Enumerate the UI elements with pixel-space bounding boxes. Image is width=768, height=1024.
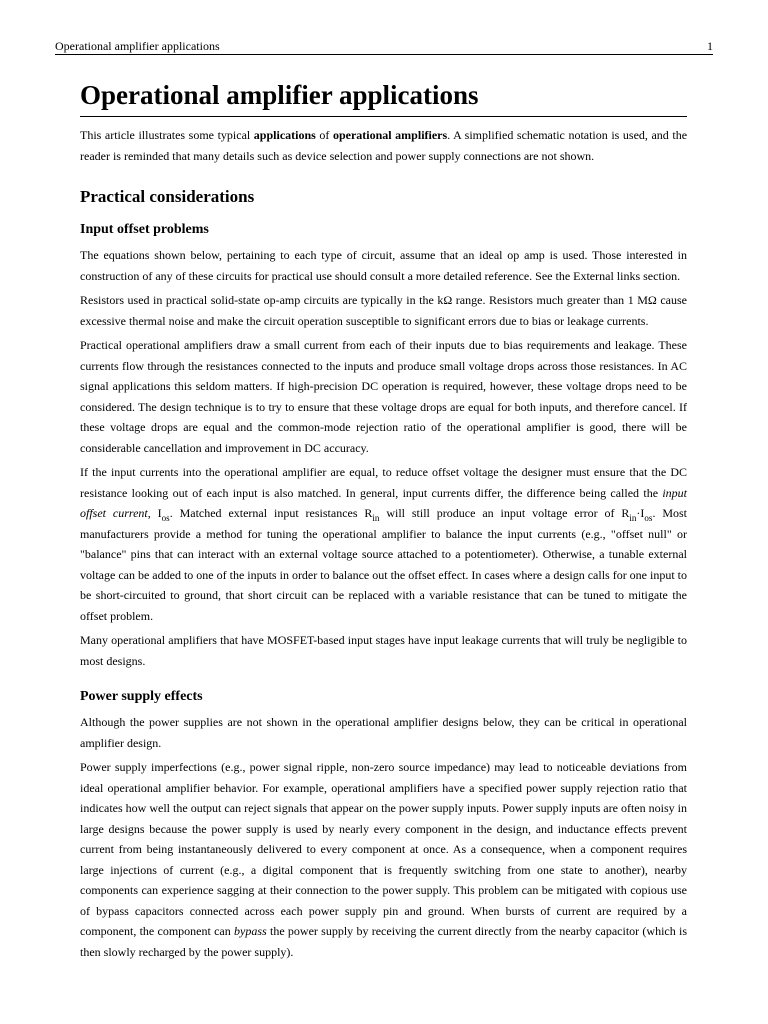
subscript-os: os	[161, 513, 170, 523]
intro-text-1: This article illustrates some typical	[80, 128, 254, 142]
input-offset-paragraph-5: Many operational amplifiers that have MOSFET-based input stages have input leakage currents that will truly be negligible to most designs.	[80, 633, 687, 668]
p4-text-3: . Matched external input resistances R	[169, 506, 373, 520]
running-header-title: Operational amplifier applications	[55, 39, 220, 53]
intro-text-2: of	[315, 128, 333, 142]
power-supply-paragraph-1: Although the power supplies are not shown in the operational amplifier designs below, they can be critical in operational amplifier design.	[80, 715, 687, 750]
subscript-os: os	[644, 513, 653, 523]
page-number: 1	[707, 39, 713, 53]
intro-paragraph	[80, 125, 687, 166]
applications-link[interactable]: applications	[253, 128, 316, 142]
input-offset-paragraph-4	[80, 462, 687, 626]
input-offset-paragraph-3: Practical operational amplifiers draw a small current from each of their inputs due to bias requirements and leakage. These currents flow through the resistances connected to the inputs and produce small voltage drops across those resistances. In AC signal applications this seldom matters. If high-precision DC operation is required, however, these voltage drops need to be considered. The design technique is to try to ensure that these voltage drops are equal for both inputs, and therefore cancel. If these voltage drops are equal and the common-mode rejection ratio of the operational amplifier is good, there will be considerable cancellation and improvement in DC accuracy.	[80, 338, 687, 455]
p4-text-2: , I	[147, 506, 162, 520]
operational-amplifiers-link[interactable]: operational amplifiers	[332, 128, 448, 142]
intro-text-3: . A simplified schematic notation is used, and the reader is reminded that many details such as device selection and power supply connections are not shown.	[80, 128, 688, 163]
p4-text-6: . Most manufacturers provide a method for tuning the operational amplifier to balance the input currents (e.g., "offset null" or "balance" pins that can interact with an external voltage source attached to a potentiometer). Otherwise, a tunable external voltage can be added to one of the inputs in order to balance out the offset effect. In cases where a design calls for one input to be short-circuited to ground, that short circuit can be replaced with a variable resistance that can be tuned to mitigate the offset problem.	[80, 506, 688, 623]
subscript-in: in	[372, 513, 380, 523]
input-offset-current-term: input offset current	[80, 485, 687, 520]
ps-p2-text-1: Power supply imperfections (e.g., power signal ripple, non-zero source impedance) may lead to noticeable deviations from ideal operational amplifier behavior. For example, operational amplifiers have a specified power supply rejection ratio that indicates how well the output can reject signals that appear on the power supply inputs. Power supply inputs are often noisy in large designs because the power supply is used by nearly every component in the design, and inductance effects prevent current from being instantaneously delivered to every component at once. As a consequence, when a component requires large injections of current (e.g., a digital component that is frequently switching from one state to another), nearby components can experience sagging at their connection to the power supply. This problem can be mitigated with copious use of bypass capacitors connected across each power supply pin and ground. When bursts of current are required by a component, the component can	[80, 760, 687, 938]
article-body	[80, 125, 687, 966]
input-offset-paragraph-2: Resistors used in practical solid-state op-amp circuits are typically in the kΩ range. Resistors much greater than 1 MΩ cause excessive thermal noise and make the circuit operation susceptible to significant errors due to bias or leakage currents.	[80, 293, 687, 328]
subsection-heading-input-offset: Input offset problems	[80, 222, 209, 237]
input-offset-paragraph-1: The equations shown below, pertaining to each type of circuit, assume that an ideal op amp is used. Those interested in construction of any of these circuits for practical use should consult a more detailed reference. See the External links section.	[80, 248, 687, 283]
page-title: Operational amplifier applications	[80, 78, 687, 117]
p4-text-5: ·I	[636, 506, 645, 520]
section-heading-practical-considerations: Practical considerations	[80, 187, 255, 206]
subsection-heading-power-supply: Power supply effects	[80, 689, 203, 704]
running-header	[55, 38, 713, 55]
bypass-term: bypass	[234, 924, 267, 938]
p4-text-1: If the input currents into the operational amplifier are equal, to reduce offset voltage the designer must ensure that the DC resistance looking out of each input is also matched. In general, input currents differ, the difference being called the	[80, 465, 687, 500]
subscript-in: in	[629, 513, 637, 523]
p4-text-4: will still produce an input voltage error of R	[379, 506, 630, 520]
power-supply-paragraph-2	[80, 757, 687, 962]
ps-p2-text-2: the power supply by receiving the current directly from the nearby capacitor (which is then slowly recharged by the power supply).	[80, 924, 688, 959]
